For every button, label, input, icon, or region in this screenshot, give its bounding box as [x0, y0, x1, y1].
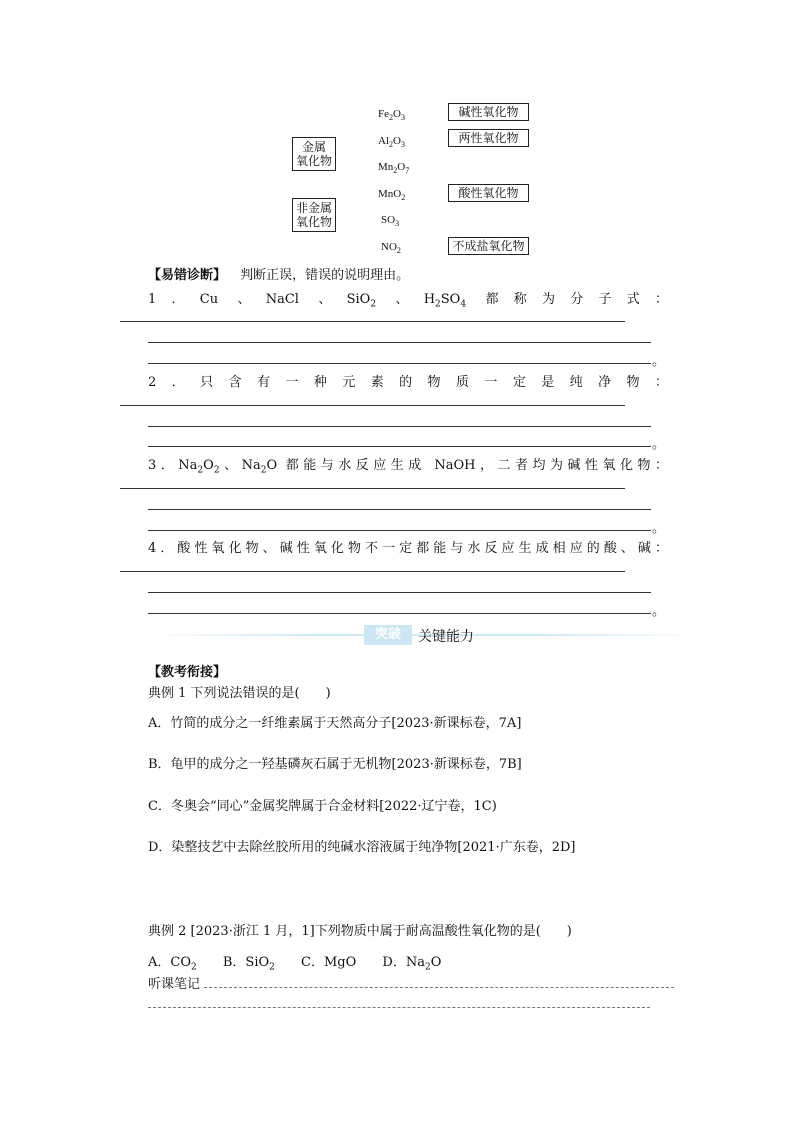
notes-line-2[interactable]	[148, 1007, 650, 1008]
answer-line-1c[interactable]	[148, 363, 651, 364]
nonmetal-oxide-line1: 非金属	[295, 201, 332, 215]
example-1-option-b[interactable]: B．龟甲的成分之一羟基磷灰石属于无机物[2023·新课标卷，7B]	[148, 757, 522, 772]
example-1-option-c[interactable]: C．冬奥会“同心”金属奖牌属于合金材料[2022·辽宁卷，1C)	[148, 799, 497, 814]
answer-line-4c[interactable]	[148, 613, 651, 614]
period-4: 。	[652, 604, 666, 619]
formula-mno2: MnO$_2$	[378, 188, 406, 203]
diagnosis-item-3: 3．$Na_2O_2$、$Na_2O$ 都能与水反应生成 NaOH，二者均为碱性氧化物：	[148, 458, 668, 476]
nonmetal-oxide-box	[292, 198, 336, 232]
period-2: 。	[652, 437, 666, 452]
diagnosis-heading-label: 【易错诊断】	[148, 268, 227, 283]
notes-line-1[interactable]	[204, 987, 674, 988]
notes-label: 听课笔记	[148, 977, 201, 992]
example-1-option-a[interactable]: A．竹简的成分之一纤维素属于天然高分子[2023·新课标卷，7A]	[148, 716, 522, 731]
example-2-options	[148, 951, 441, 973]
diagnosis-heading	[148, 264, 409, 283]
acidic-oxide-box: 酸性氧化物	[448, 184, 529, 202]
section-badge: 突破	[364, 625, 412, 645]
example-1-option-d[interactable]: D．染整技艺中去除丝胶所用的纯碱水溶液属于纯净物[2021·广东卷，2D]	[148, 840, 576, 855]
answer-line-3b[interactable]	[148, 509, 651, 510]
exam-heading: 【教考衔接】	[148, 665, 227, 680]
example-2-option-b[interactable]: B．SiO$_2$	[222, 955, 275, 973]
nonmetal-oxide-line2: 氧化物	[295, 215, 332, 229]
amphoteric-oxide-box: 两性氧化物	[448, 129, 529, 147]
answer-line-2b[interactable]	[148, 426, 651, 427]
formula-mn2o7: $Mn_2O_7$	[378, 161, 410, 176]
example-2-stem: 典例 2 [2023·浙江 1 月，1]下列物质中属于耐高温酸性氧化物的是( )	[148, 924, 572, 939]
answer-line-1b[interactable]	[148, 342, 651, 343]
metal-oxide-line1: 金属	[301, 140, 326, 154]
example-2-option-a[interactable]: A．$CO_2$	[148, 955, 197, 973]
diagnosis-instruction: 判断正误，错误的说明理由。	[240, 268, 410, 283]
example-1-stem: 典例 1 下列说法错误的是( )	[148, 686, 331, 701]
diagnosis-item-4: 4．酸性氧化物、碱性氧化物不一定都能与水反应生成相应的酸、碱：	[148, 541, 668, 556]
diagnosis-item-1: 1．Cu 、NaCl 、SiO$_2$ 、$H_2SO_4$ 都称为分子式：	[148, 292, 668, 310]
formula-al2o3: $Al_2O_3$	[378, 135, 405, 150]
metal-oxide-line2: 氧化物	[295, 154, 332, 168]
metal-oxide-box	[292, 137, 336, 171]
answer-line-3c[interactable]	[148, 530, 651, 531]
answer-line-3a[interactable]	[120, 488, 625, 489]
formula-so3: $SO_3$	[381, 214, 400, 229]
example-2-option-c[interactable]: C．MgO	[301, 955, 357, 970]
basic-oxide-box: 碱性氧化物	[448, 103, 529, 121]
formula-fe2o3: $Fe_2O_3$	[378, 108, 405, 123]
answer-line-2c[interactable]	[148, 446, 651, 447]
period-3: 。	[652, 521, 666, 536]
period-1: 。	[652, 354, 666, 369]
answer-line-4a[interactable]	[120, 571, 625, 572]
answer-line-1a[interactable]	[120, 321, 625, 322]
section-title: 关键能力	[418, 629, 474, 645]
non-salt-forming-oxide-box: 不成盐氧化物	[448, 237, 529, 255]
answer-line-2a[interactable]	[120, 405, 625, 406]
example-2-option-d[interactable]: D．$Na_2O$	[382, 955, 442, 973]
answer-line-4b[interactable]	[148, 592, 651, 593]
formula-no2: $NO_2$	[381, 241, 401, 256]
diagnosis-item-2: 2．只含有一种元素的物质一定是纯净物：	[148, 375, 668, 390]
